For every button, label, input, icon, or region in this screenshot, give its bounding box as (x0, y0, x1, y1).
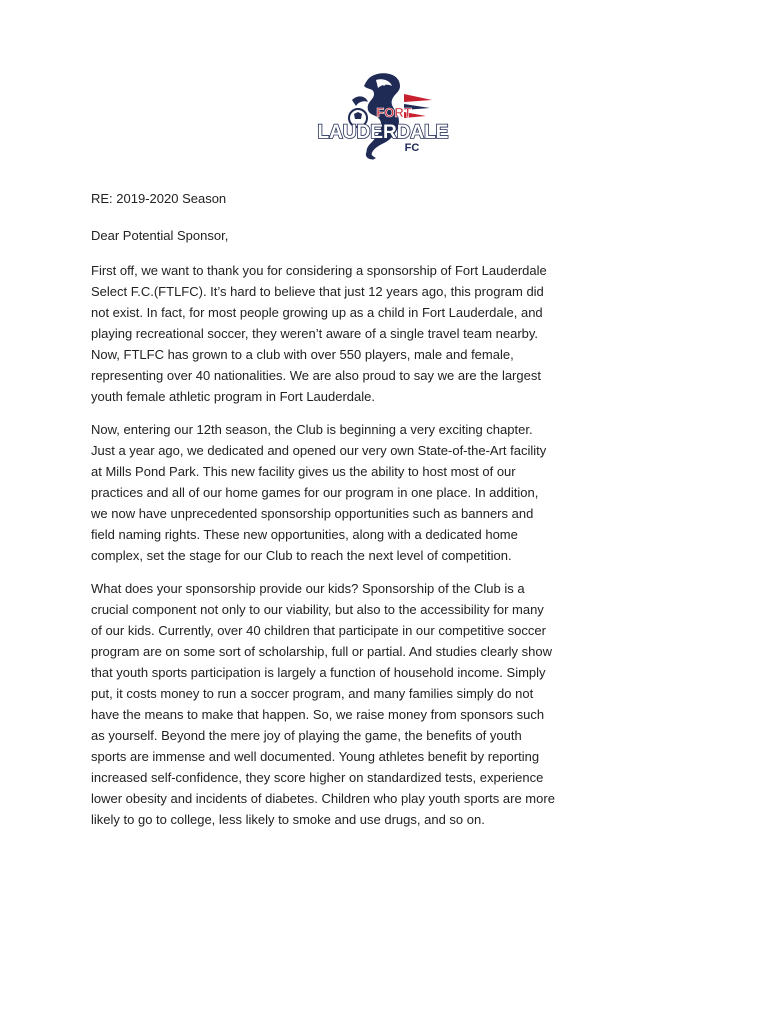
salutation: Dear Potential Sponsor, (91, 228, 229, 243)
paragraph-line: representing over 40 nationalities. We are also proud to say we are the largest (91, 368, 541, 383)
paragraph-line: Now, entering our 12th season, the Club is beginning a very exciting chapter. (91, 422, 533, 437)
paragraph-line: program are on some sort of scholarship, full or partial. And studies clearly show (91, 644, 552, 659)
paragraph-line: complex, set the stage for our Club to reach the next level of competition. (91, 548, 512, 563)
logo-word-fort: FORT (376, 105, 412, 120)
paragraph-line: Just a year ago, we dedicated and opened our very own State-of-the-Art facility (91, 443, 547, 458)
paragraph-line: that youth sports participation is largely a function of household income. Simply (91, 665, 546, 680)
paragraph-line: put, it costs money to run a soccer program, and many families simply do not (91, 686, 534, 701)
paragraph-line: likely to go to college, less likely to smoke and use drugs, and so on. (91, 812, 485, 827)
paragraph-line: youth female athletic program in Fort Lauderdale. (91, 389, 375, 404)
logo-word-fc: FC (404, 142, 420, 154)
paragraph-thanks (91, 260, 603, 407)
paragraph-line: of our kids. Currently, over 40 children that participate in our competitive soccer (91, 623, 546, 638)
paragraph-line: increased self-confidence, they score higher on standardized tests, experience (91, 770, 544, 785)
paragraph-line: at Mills Pond Park. This new facility gives us the ability to host most of our (91, 464, 516, 479)
paragraph-line: crucial component not only to our viability, but also to the accessibility for many (91, 602, 544, 617)
paragraph-line: First off, we want to thank you for considering a sponsorship of Fort Lauderdale (91, 263, 547, 278)
paragraph-line: sports are immense and well documented. Young athletes benefit by reporting (91, 749, 540, 764)
paragraph-new-season (91, 419, 603, 566)
paragraph-line: practices and all of our home games for our program in one place. In addition, (91, 485, 539, 500)
paragraph-line: have the means to make that happen. So, we raise money from sponsors such (91, 707, 545, 722)
paragraph-line: not exist. In fact, for most people growing up as a child in Fort Lauderdale, and (91, 305, 543, 320)
paragraph-line: What does your sponsorship provide our kids? Sponsorship of the Club is a (91, 581, 525, 596)
paragraph-line: as yourself. Beyond the mere joy of playing the game, the benefits of youth (91, 728, 522, 743)
paragraph-line: lower obesity and incidents of diabetes. Children who play youth sports are more (91, 791, 555, 806)
paragraph-line: playing recreational soccer, they weren’t aware of a single travel team nearby. (91, 326, 539, 341)
paragraph-line: field naming rights. These new opportunities, along with a dedicated home (91, 527, 518, 542)
paragraph-line: Now, FTLFC has grown to a club with over 550 players, male and female, (91, 347, 514, 362)
club-logo (312, 70, 454, 162)
logo-word-lauderdale: LAUDERDALE (317, 122, 449, 143)
letter-body (91, 188, 603, 842)
paragraph-line: Select F.C.(FTLFC). It’s hard to believe that just 12 years ago, this program did (91, 284, 544, 299)
re-line: RE: 2019-2020 Season (91, 191, 227, 206)
paragraph-benefits (91, 578, 603, 830)
paragraph-line: we now have unprecedented sponsorship opportunities such as banners and (91, 506, 534, 521)
